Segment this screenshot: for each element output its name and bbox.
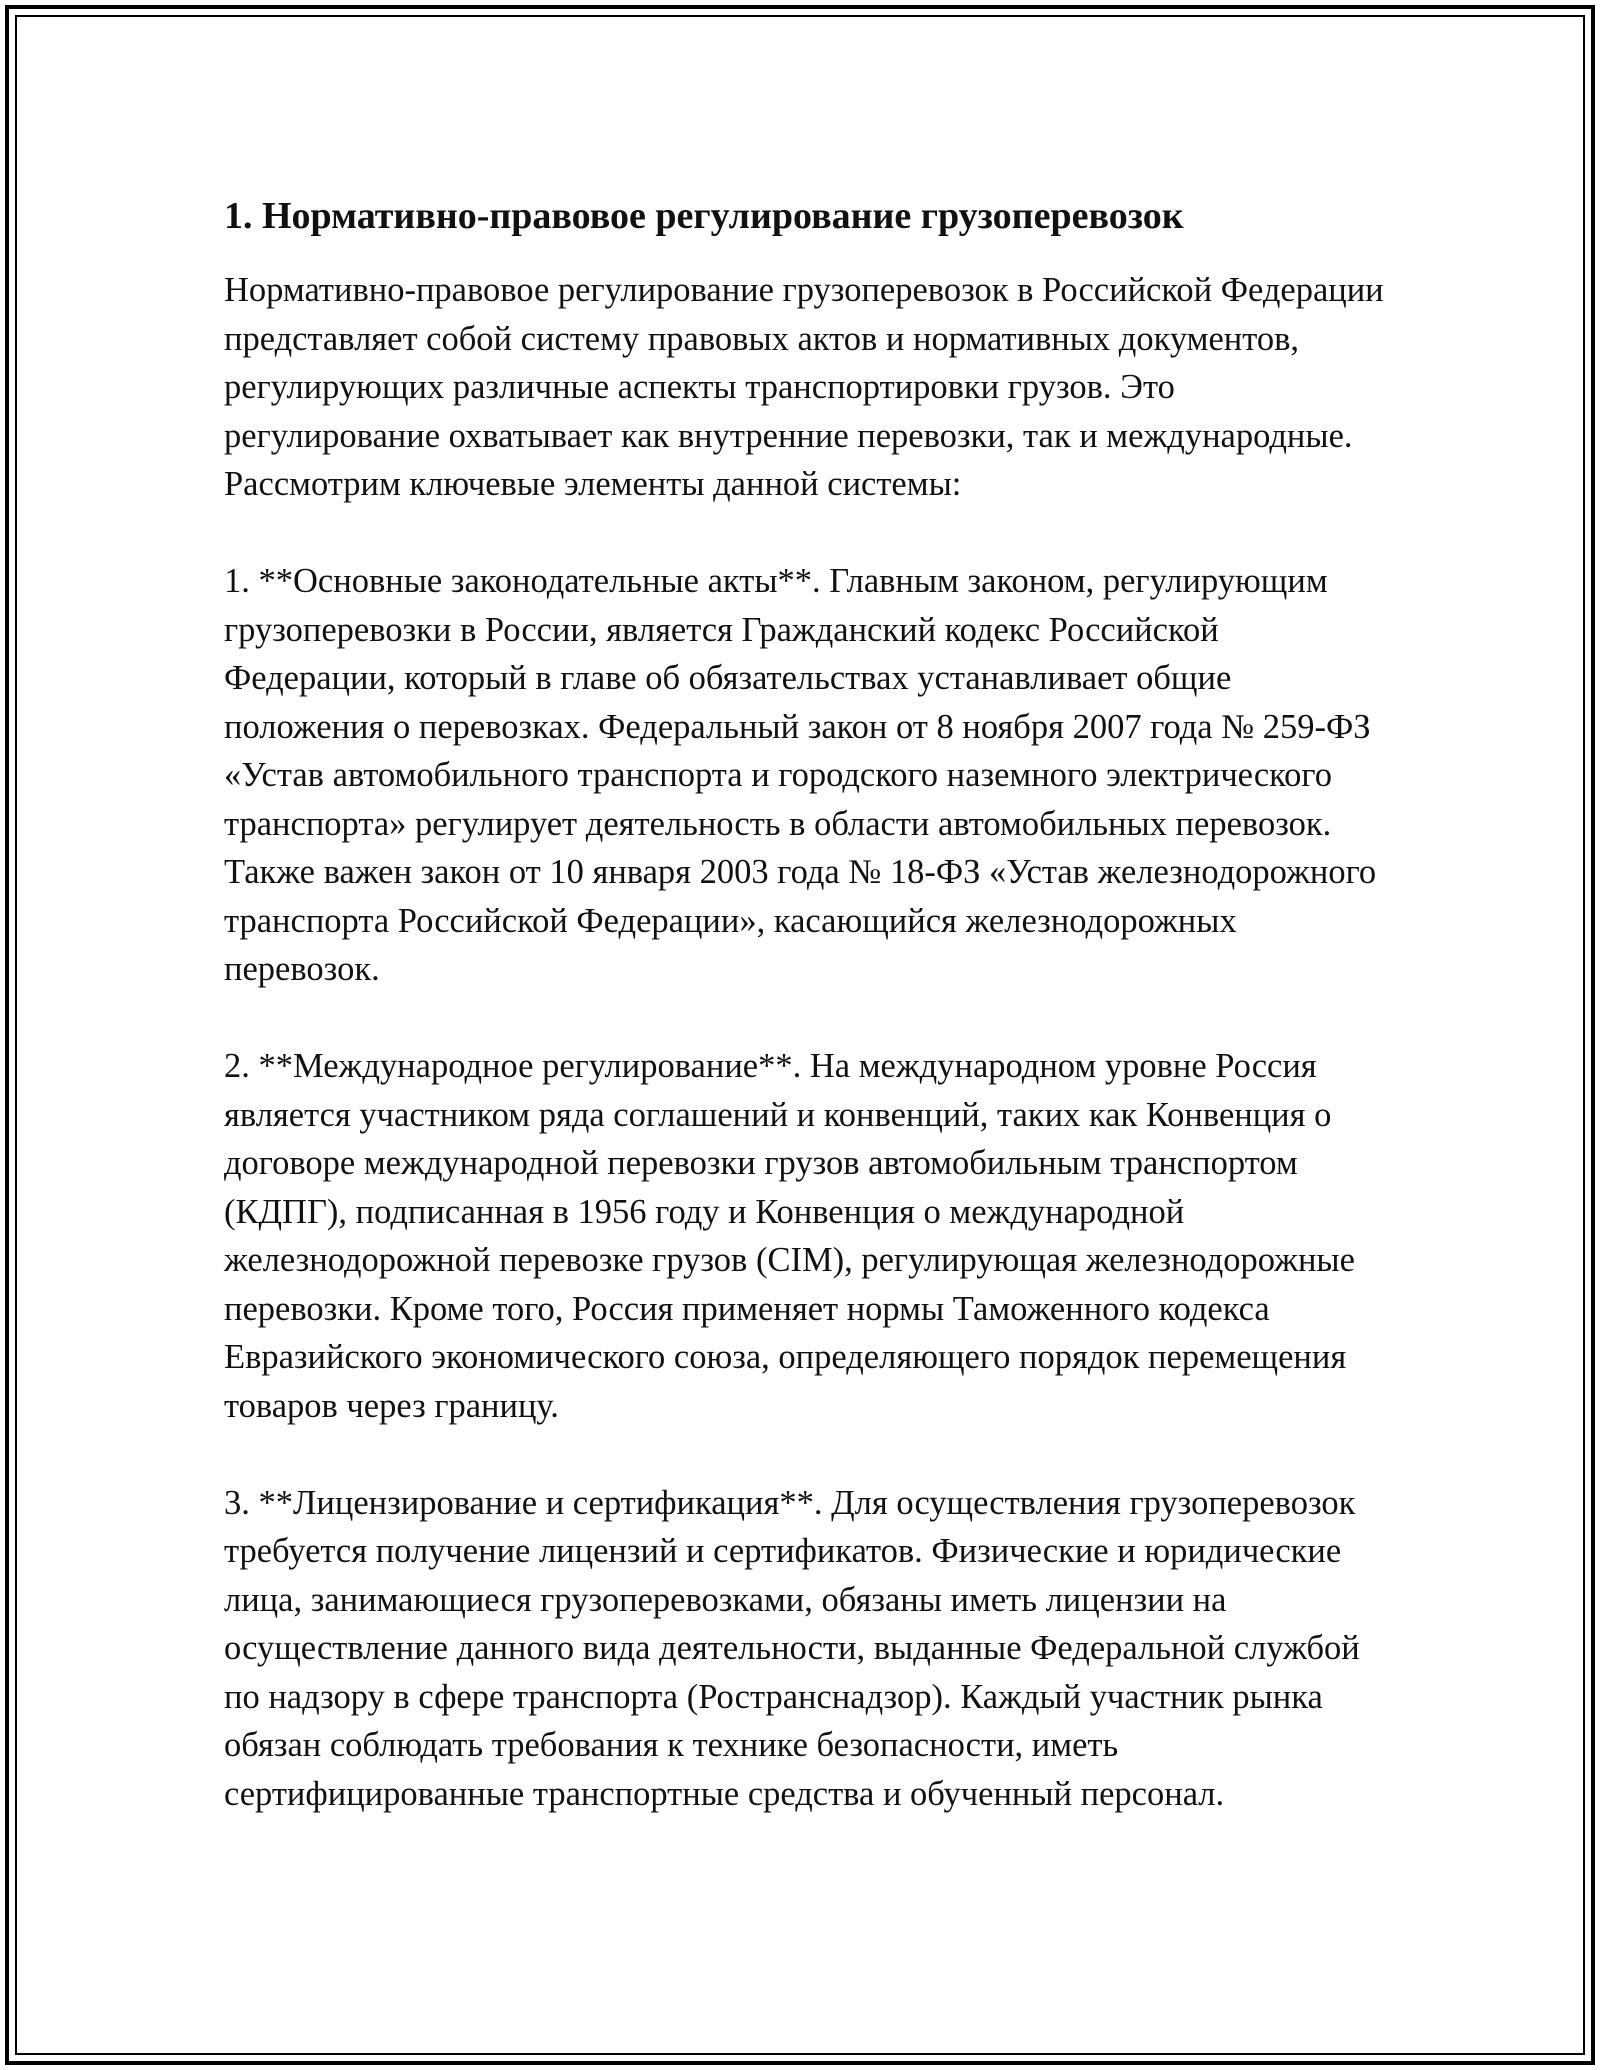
document-body <box>224 182 1384 1867</box>
paragraph-international: 2. **Международное регулирование**. На международном уровне Россия является участником ряда соглашений и конвенций, таких как Конвенция о договоре международной перевозки грузов автомобильным транспортом (КДПГ), подписанная в 1956 году и Конвенция о международной железнодорожной перевозке грузов (CIM), регулирующая железнодорожные перевозки. Кроме того, Россия применяет нормы Таможенного кодекса Евразийского экономического союза, определяющего порядок перемещения товаров через границу. <box>224 1047 1355 1425</box>
paragraph-legislation: 1. **Основные законодательные акты**. Главным законом, регулирующим грузоперевозки в России, является Гражданский кодекс Российской Федерации, который в главе об обязательствах устанавливает общие положения о перевозках. Федеральный закон от 8 ноября 2007 года № 259-ФЗ «Устав автомобильного транспорта и городского наземного электрического транспорта» регулирует деятельность в области автомобильных перевозок. Также важен закон от 10 января 2003 года № 18-ФЗ «Устав железнодорожного транспорта Российской Федерации», касающийся железнодорожных перевозок. <box>224 562 1377 988</box>
document-title: 1. Нормативно-правовое регулирование грузоперевозок <box>224 195 1184 237</box>
paragraph-licensing: 3. **Лицензирование и сертификация**. Для осуществления грузоперевозок требуется получение лицензий и сертификатов. Физические и юридические лица, занимающиеся грузоперевозками, обязаны иметь лицензии на осуществление данного вида деятельности, выданные Федеральной службой по надзору в сфере транспорта (Ространснадзор). Каждый участник рынка обязан соблюдать требования к технике безопасности, иметь сертифицированные транспортные средства и обученный персонал. <box>224 1483 1360 1813</box>
paragraph-intro: Нормативно-правовое регулирование грузоперевозок в Российской Федерации представляет собой систему правовых актов и нормативных документов, регулирующих различные аспекты транспортировки грузов. Это регулирование охватывает как внутренние перевозки, так и международные. Рассмотрим ключевые элементы данной системы: <box>224 271 1384 503</box>
